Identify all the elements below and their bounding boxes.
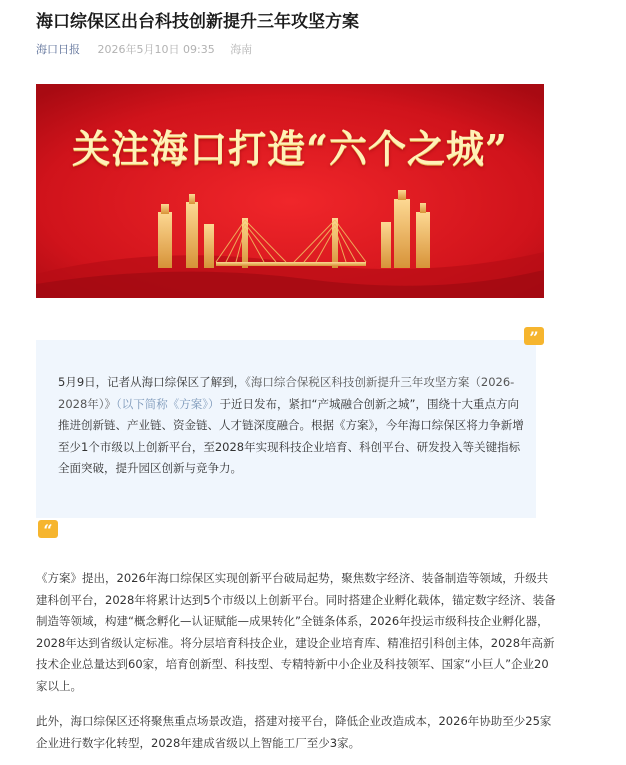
quote-text: [58, 372, 528, 480]
body-paragraph-2: 此外，海口综保区还将聚焦重点场景改造，搭建对接平台，降低企业改造成本，2026年协助至少25家企业进行数字化转型，2028年建成省级以上智能工厂至少3家。: [36, 714, 552, 750]
location-label: 海南: [230, 43, 253, 56]
publish-time: 2026年5月10日 09:35: [97, 43, 215, 56]
quote-part2: 于近日发布，紧扣“产城融合创新之城”，围绕十大重点方向推进创新链、产业链、资金链、人才链深度融合。根据《方案》，今年海口综保区将力争新增至少1个市级以上创新平台，至2028年实现科技企业培育、科创平台、研发投入等关键指标全面突破，提升园区创新与竞争力。: [58, 396, 524, 475]
source-link[interactable]: 海口日报: [36, 43, 80, 56]
quote-title-ref: 《海口综合保税区科技创新提升三年攻坚方案（2026-2028年）》: [58, 375, 515, 411]
quote-part1: 5月9日，记者从海口综保区了解到，: [58, 375, 246, 389]
article-title: 海口综保区出台科技创新提升三年攻坚方案: [36, 12, 359, 32]
banner-image[interactable]: [36, 84, 544, 298]
quote-note: （以下简称《方案》）: [116, 396, 220, 411]
banner-background: [36, 84, 544, 298]
banner-title: 关注海口打造“六个之城”: [72, 126, 508, 171]
closing-quote-icon: ”: [524, 327, 544, 345]
article-meta: [36, 42, 252, 58]
opening-quote-icon: “: [38, 520, 58, 538]
body-paragraph-1: 《方案》提出，2026年海口综保区实现创新平台破局起势，聚焦数字经济、装备制造等领域，升级共建科创平台，2028年将累计达到5个市级以上创新平台。同时搭建企业孵化载体，锚定数字经济、装备制造等领域，构建“概念孵化—认证赋能—成果转化”全链条体系，2026年投运市级科技企业孵化器，2028年达到省级认定标准。将分层培育科技企业，建设企业培育库、精准招引科创主体，2028年高新技术企业总量达到60家，培育创新型、科技型、专精特新中小企业及科技领军、国家“小巨人”企业20家以上。: [36, 571, 556, 693]
